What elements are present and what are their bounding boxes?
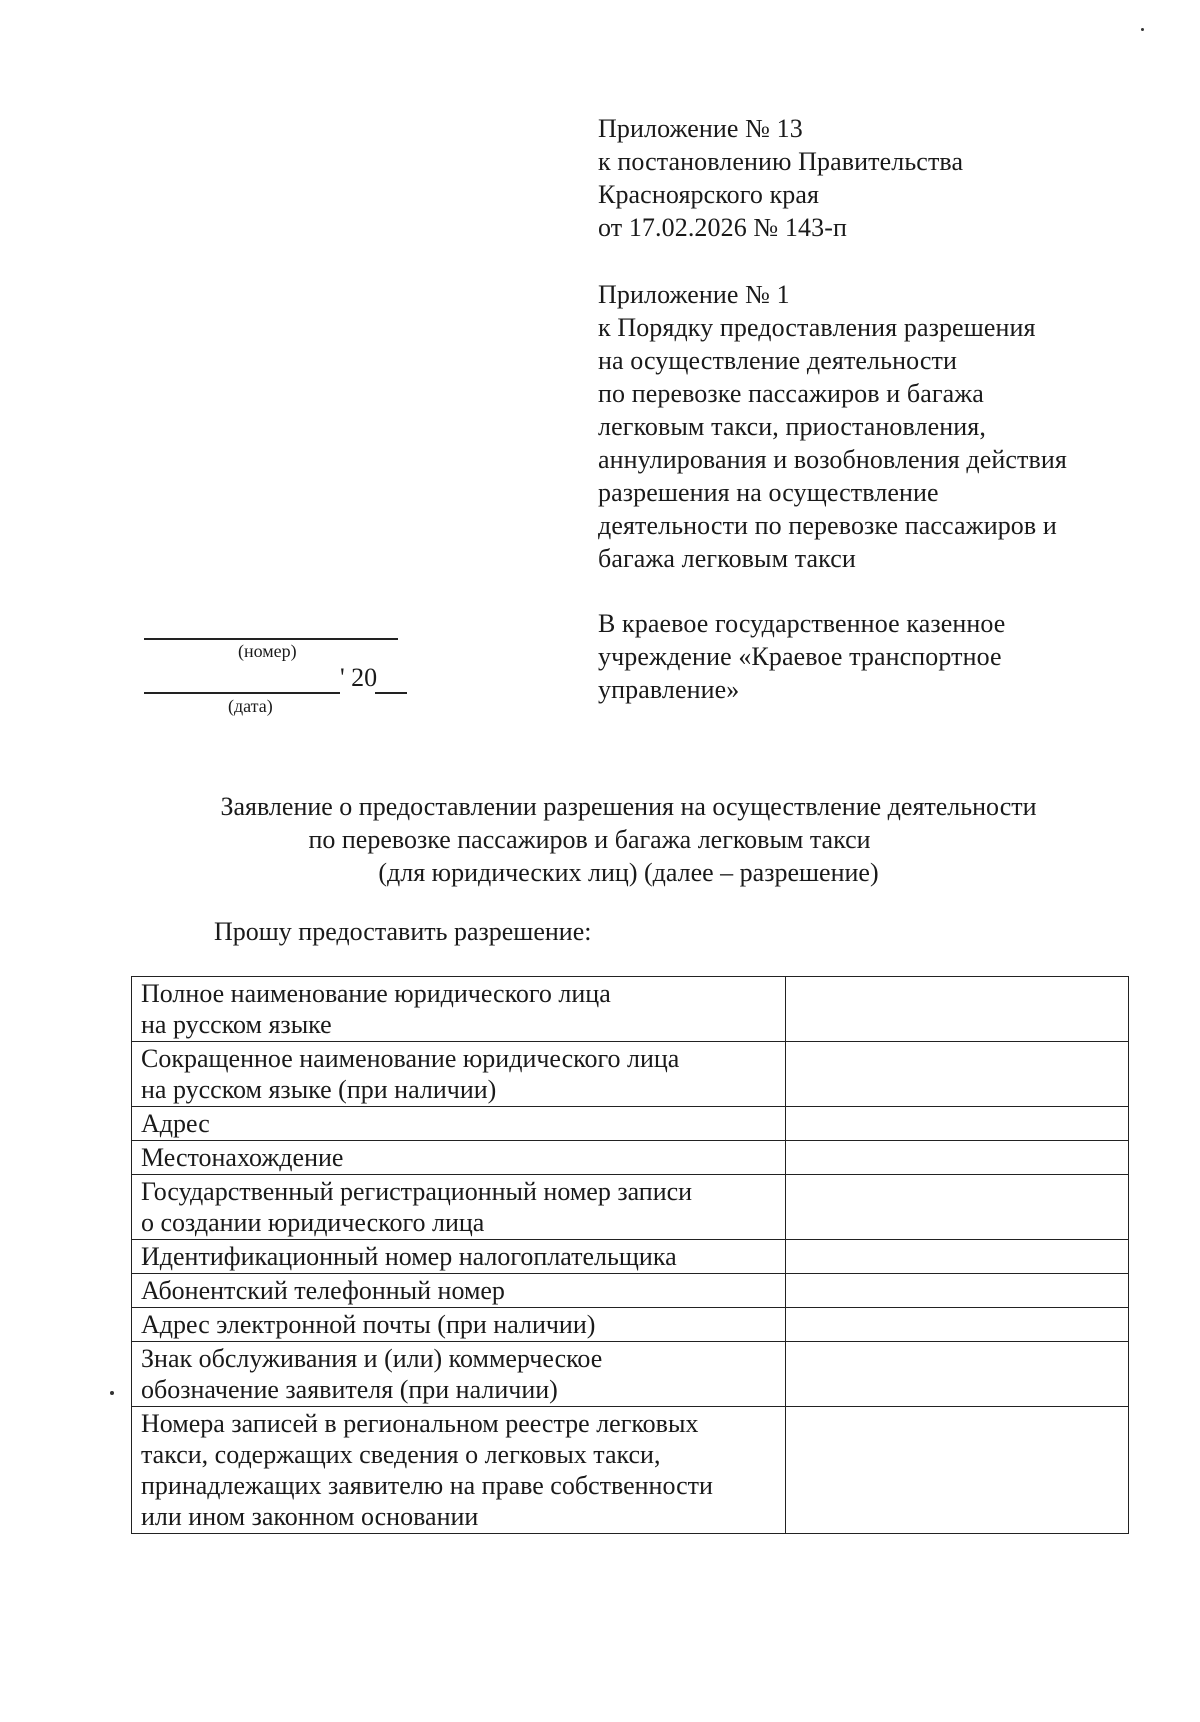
field-label: Знак обслуживания и (или) коммерческое [141, 1344, 603, 1373]
field-label: Номера записей в региональном реестре легковых [141, 1409, 699, 1438]
field-value-cell[interactable] [785, 1407, 1128, 1534]
table-row [132, 977, 1129, 1042]
scan-speck [1141, 28, 1144, 31]
field-label: о создании юридического лица [141, 1208, 485, 1237]
field-label-cell [132, 977, 786, 1042]
table-row [132, 1274, 1129, 1308]
table-row [132, 1342, 1129, 1407]
field-label: или ином законном основании [141, 1502, 479, 1531]
number-field-line[interactable] [144, 638, 398, 640]
field-label-cell [132, 1107, 786, 1141]
table-row [132, 1175, 1129, 1240]
field-label: Полное наименование юридического лица [141, 979, 611, 1008]
field-value-cell[interactable] [785, 1175, 1128, 1240]
field-label-cell [132, 1274, 786, 1308]
title-line: Заявление о предоставлении разрешения на осуществление деятельности [220, 792, 1037, 821]
number-caption: (номер) [238, 641, 297, 661]
field-label: на русском языке (при наличии) [141, 1075, 497, 1104]
appendix-13-line: к постановлению Правительства [598, 147, 964, 176]
title-line: по перевозке пассажиров и багажа легковым такси [308, 825, 871, 854]
field-label: Государственный регистрационный номер записи [141, 1177, 693, 1206]
table-row [132, 1240, 1129, 1274]
field-label: Местонахождение [141, 1143, 344, 1172]
field-label: на русском языке [141, 1010, 332, 1039]
table-row [132, 1042, 1129, 1107]
application-form-table [131, 976, 1129, 1534]
field-label: Абонентский телефонный номер [141, 1276, 505, 1305]
table-row [132, 1141, 1129, 1175]
recipient-line: управление» [598, 675, 740, 704]
field-value-cell[interactable] [785, 1308, 1128, 1342]
recipient-line: учреждение «Краевое транспортное [598, 642, 1002, 671]
field-label-cell [132, 1175, 786, 1240]
scan-speck [110, 1391, 114, 1395]
field-value-cell[interactable] [785, 1042, 1128, 1107]
recipient-address [598, 607, 1005, 706]
field-label: такси, содержащих сведения о легковых такси, [141, 1440, 661, 1469]
number-date-block [144, 620, 414, 730]
year-prefix: ' 20 [340, 663, 378, 692]
field-value-cell[interactable] [785, 1141, 1128, 1175]
field-value-cell[interactable] [785, 1107, 1128, 1141]
table-row [132, 1407, 1129, 1534]
appendix-1-line: аннулирования и возобновления действия [598, 445, 1067, 474]
date-caption: (дата) [228, 696, 273, 716]
date-field-line[interactable] [144, 692, 340, 694]
recipient-line: В краевое государственное казенное [598, 609, 1006, 638]
field-label-cell [132, 1042, 786, 1107]
appendix-1-header [598, 278, 1067, 575]
appendix-13-line: от 17.02.2026 № 143-п [598, 213, 847, 242]
appendix-1-line: деятельности по перевозке пассажиров и [598, 511, 1057, 540]
field-label-cell [132, 1141, 786, 1175]
field-label-cell [132, 1342, 786, 1407]
appendix-1-line: на осуществление деятельности [598, 346, 957, 375]
title-line: (для юридических лиц) (далее – разрешение) [378, 858, 879, 887]
field-label: Сокращенное наименование юридического лица [141, 1044, 680, 1073]
field-label-cell [132, 1308, 786, 1342]
table-row [132, 1107, 1129, 1141]
document-title [0, 790, 1200, 889]
request-text: Прошу предоставить разрешение: [214, 917, 592, 946]
field-label: принадлежащих заявителю на праве собственности [141, 1471, 713, 1500]
field-label-cell [132, 1407, 786, 1534]
field-value-cell[interactable] [785, 1240, 1128, 1274]
appendix-1-line: багажа легковым такси [598, 544, 856, 573]
field-label: Адрес электронной почты (при наличии) [141, 1310, 596, 1339]
appendix-1-line: разрешения на осуществление [598, 478, 939, 507]
field-value-cell[interactable] [785, 1274, 1128, 1308]
field-label: Адрес [141, 1109, 210, 1138]
appendix-1-line: Приложение № 1 [598, 280, 790, 309]
field-value-cell[interactable] [785, 1342, 1128, 1407]
year-field-line[interactable] [375, 692, 407, 694]
field-label: Идентификационный номер налогоплательщика [141, 1242, 677, 1271]
field-label-cell [132, 1240, 786, 1274]
appendix-1-line: по перевозке пассажиров и багажа [598, 379, 984, 408]
appendix-13-line: Красноярского края [598, 180, 820, 209]
appendix-1-line: легковым такси, приостановления, [598, 412, 986, 441]
appendix-13-header [598, 112, 963, 244]
appendix-13-line: Приложение № 13 [598, 114, 803, 143]
table-row [132, 1308, 1129, 1342]
field-label: обозначение заявителя (при наличии) [141, 1375, 558, 1404]
appendix-1-line: к Порядку предоставления разрешения [598, 313, 1036, 342]
field-value-cell[interactable] [785, 977, 1128, 1042]
